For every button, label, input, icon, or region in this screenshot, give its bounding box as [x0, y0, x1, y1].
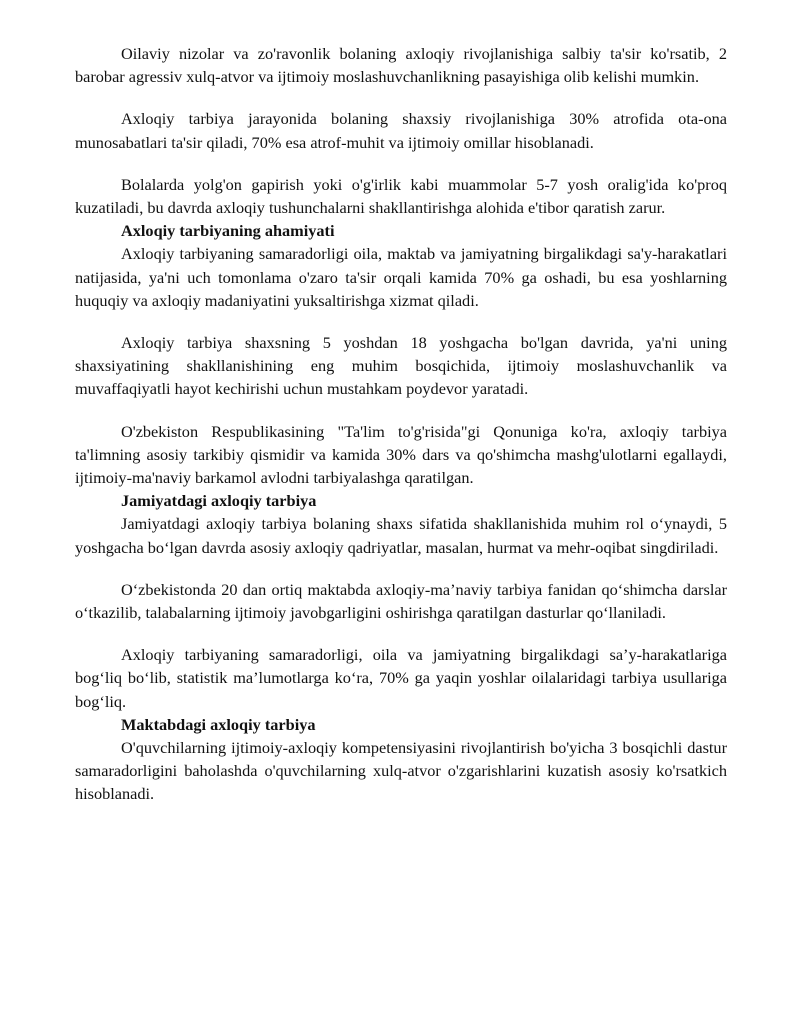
- section-heading: Maktabdagi axloqiy tarbiya: [121, 714, 316, 734]
- paragraph: Jamiyatdagi axloqiy tarbiya bolaning shaxs sifatida shakllanishida muhim rol o‘ynaydi, 5 yoshgacha bo‘lgan davrda asosiy axloqiy qadriyatlar, masalan, hurmat va mehr-oqibat singdiriladi.: [75, 514, 727, 557]
- paragraph: Axloqiy tarbiyaning samaradorligi, oila va jamiyatning birgalikdagi sa’y-harakatlariga bog‘liq bo‘lib, statistik ma’lumotlarga ko‘ra, 70% ga yaqin yoshlar oilalaridagi tarbiya usullariga bog‘liq.: [75, 645, 727, 711]
- paragraph: O'quvchilarning ijtimoiy-axloqiy kompetensiyasini rivojlantirish bo'yicha 3 bosqichli dastur samaradorligini baholashda o'quvchilarning xulq-atvor o'zgarishlarini kuzatish asosiy ko'rsatkich hisoblanadi.: [75, 738, 727, 804]
- paragraph: Oilaviy nizolar va zo'ravonlik bolaning axloqiy rivojlanishiga salbiy ta'sir ko'rsatib, 2 barobar agressiv xulq-atvor va ijtimoiy moslashuvchanlikning pasayishiga olib kelishi mumkin.: [75, 44, 727, 87]
- section-heading: Axloqiy tarbiyaning ahamiyati: [121, 221, 335, 241]
- paragraph: Axloqiy tarbiya jarayonida bolaning shaxsiy rivojlanishiga 30% atrofida ota-ona munosabatlari ta'sir qiladi, 70% esa atrof-muhit va ijtimoiy omillar hisoblanadi.: [75, 109, 727, 152]
- paragraph: O‘zbekistonda 20 dan ortiq maktabda axloqiy-ma’naviy tarbiya fanidan qo‘shimcha darslar o‘tkazilib, talabalarning ijtimoiy javobgarligini oshirishga qaratilgan dasturlar qo‘llaniladi.: [75, 579, 727, 623]
- document-page: [75, 42, 727, 806]
- paragraph: O'zbekiston Respublikasining "Ta'lim to'g'risida"gi Qonuniga ko'ra, axloqiy tarbiya ta'limning asosiy tarkibiy qismidir va kamida 30% dars va qo'shimcha mashg'ulotlarni egallaydi, ijtimoiy-ma'naviy barkamol avlodni tarbiyalashga qaratilgan.: [75, 421, 727, 488]
- paragraph: Axloqiy tarbiya shaxsning 5 yoshdan 18 yoshgacha bo'lgan davrida, ya'ni uning shaxsiyatining shakllanishining eng muhim bosqichida, ijtimoiy moslashuvchanlik va muvaffaqiyatli hayot kechirishi uchun mustahkam poydevor yaratadi.: [75, 333, 727, 399]
- section-heading: Jamiyatdagi axloqiy tarbiya: [121, 491, 317, 511]
- paragraph: Axloqiy tarbiyaning samaradorligi oila, maktab va jamiyatning birgalikdagi sa'y-harakatlari natijasida, ya'ni uch tomonlama o'zaro ta'sir orqali kamida 70% ga oshadi, bu esa yoshlarning huquqiy va axloqiy madaniyatini yuksaltirishga xizmat qiladi.: [75, 244, 727, 310]
- paragraph: Bolalarda yolg'on gapirish yoki o'g'irlik kabi muammolar 5-7 yosh oralig'ida ko'proq kuzatiladi, bu davrda axloqiy tushunchalarni shakllantirishga alohida e'tibor qaratish zarur.: [75, 174, 727, 218]
